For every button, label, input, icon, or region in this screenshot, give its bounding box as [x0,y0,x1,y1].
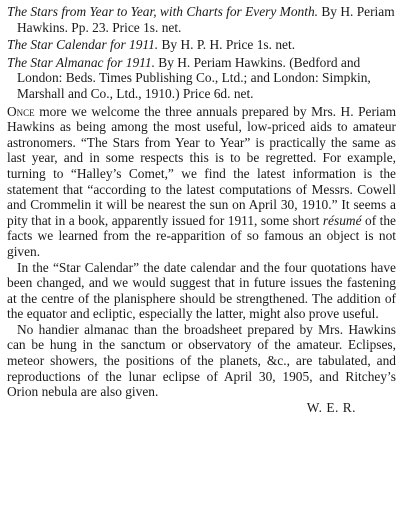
book-title: The Star Calendar for 1911. [7,37,159,53]
book-entry-star-almanac [7,55,396,102]
book-title: The Star Almanac for 1911. [7,54,155,70]
book-details: By H. P. H. Price 1s. net. [158,37,296,53]
book-details: By H. Periam Hawkins. Pp. 23. Price 1s. net. [17,4,395,35]
review-paragraph-1: Once more we welcome the three annuals prepared by Mrs. H. Periam Hawkins as being among the most useful, low-priced aids to amateur astronomers. “The Stars from Year to Year” is practically the same as last year, and in some respects this is to be regretted. For example, turning to “Halley’s Comet,” we find the latest information is the statement that “according to the latest computations of Messrs. Cowell and Crommelin it will be nearest the sun on April 30, 1910.” It seems a pity that in a book, apparently issued for 1911, some short résumé of the facts we learned from the re-apparition of so famous an object is not given. [7,103,396,259]
book-entry-stars-from-year-to-year [7,4,396,35]
reviewer-signature: W. E. R. [306,399,356,415]
review-paragraph-2: In the “Star Calendar” the date calendar and the four quotations have been changed, and we would suggest that in future issues the fastening at the centre of the planisphere should be strengthened. The addition of the equator and ecliptic, especially the latter, might also prove useful. [7,259,396,322]
book-details: By H. Periam Hawkins. (Bedford and London: Beds. Times Publishing Co., Ltd.; and London: Simpkin, Marshall and Co., Ltd., 1910.) Price 6d. net. [17,54,371,101]
review-paragraph-3: No handier almanac than the broadsheet prepared by Mrs. Hawkins can be hung in the sanctum or observatory of the amateur. Eclipses, meteor showers, the positions of the planets, &c., are tabulated, and reproductions of the lunar eclipse of April 30, 1905, and Ritchey’s Orion nebula are also given. [7,321,396,400]
paragraph-lead-word: Once [7,103,35,119]
book-entry-star-calendar [7,37,396,53]
book-title: The Stars from Year to Year, with Charts for Every Month. [7,4,318,19]
review-body [7,104,396,416]
